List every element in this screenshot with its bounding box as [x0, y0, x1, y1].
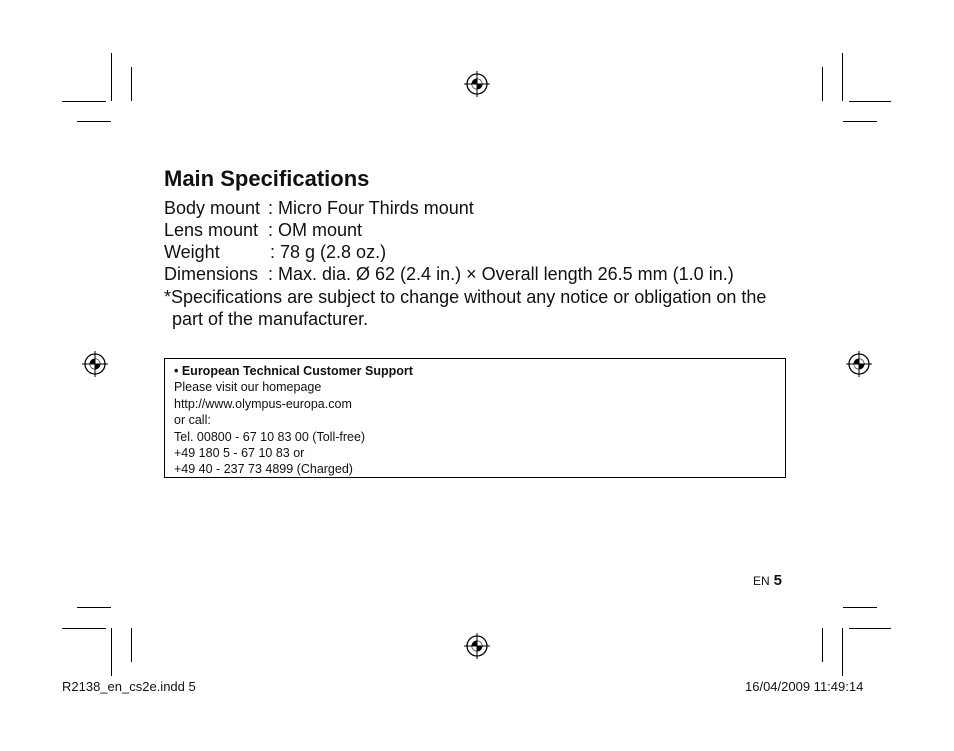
support-url: http://www.olympus-europa.com [174, 396, 352, 411]
support-phone: Tel. 00800 - 67 10 83 00 (Toll-free) [174, 429, 366, 444]
crop-mark [62, 101, 106, 102]
spec-disclaimer [164, 286, 804, 330]
crop-mark [77, 607, 111, 608]
spec-row-body-mount [164, 197, 734, 219]
spec-value: : OM mount [268, 220, 363, 240]
registration-target-icon [464, 633, 490, 659]
crop-mark [131, 67, 132, 101]
crop-mark [849, 101, 891, 102]
crop-mark [842, 628, 843, 676]
crop-mark [131, 628, 132, 662]
spec-label: Dimensions [164, 264, 259, 284]
page-title: Main Specifications [164, 166, 370, 191]
spec-value: : 78 g (2.8 oz.) [270, 242, 387, 262]
spec-label: Weight [164, 242, 220, 262]
support-line: or call: [174, 413, 211, 428]
support-phone: +49 180 5 - 67 10 83 or [174, 446, 305, 461]
crop-mark [843, 607, 877, 608]
crop-mark [77, 121, 111, 122]
page-number-value: 5 [773, 572, 783, 589]
crop-mark [849, 628, 891, 629]
registration-target-icon [464, 71, 490, 97]
crop-mark [843, 121, 877, 122]
spec-list [164, 197, 734, 285]
registration-target-icon [846, 351, 872, 377]
spec-row-weight [164, 241, 734, 263]
spec-row-dimensions [164, 263, 734, 285]
support-heading: • European Technical Customer Support [174, 364, 413, 378]
spec-label: Lens mount [164, 220, 259, 240]
page-number [753, 571, 782, 590]
spec-value: : Max. dia. Ø 62 (2.4 in.) × Overall length 26.5 mm (1.0 in.) [268, 264, 734, 284]
crop-mark [822, 628, 823, 662]
support-phone: +49 40 - 237 73 4899 (Charged) [174, 462, 353, 477]
crop-mark [111, 53, 112, 101]
support-line: Please visit our homepage [174, 380, 322, 395]
crop-mark [62, 628, 106, 629]
crop-mark [842, 53, 843, 101]
print-slug-file: R2138_en_cs2e.indd 5 [62, 679, 196, 694]
spec-value: : Micro Four Thirds mount [268, 198, 474, 218]
language-code: EN [753, 574, 770, 588]
print-slug-datetime: 16/04/2009 11:49:14 [745, 679, 864, 694]
registration-target-icon [82, 351, 108, 377]
support-info-box [164, 358, 786, 478]
crop-mark [111, 628, 112, 676]
spec-label: Body mount [164, 198, 261, 218]
disclaimer-line: *Specifications are subject to change without any notice or obligation on the [164, 287, 767, 307]
disclaimer-line: part of the manufacturer. [172, 309, 369, 329]
crop-mark [822, 67, 823, 101]
spec-row-lens-mount [164, 219, 734, 241]
